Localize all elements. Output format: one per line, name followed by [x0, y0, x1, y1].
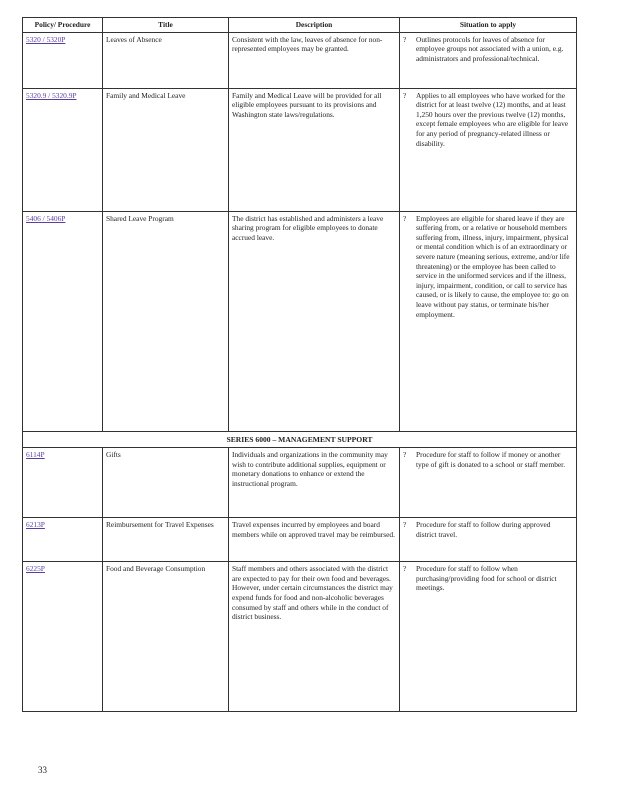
description-cell: Staff members and others associated with the district are expected to pay for their own food and beverages. However, under certain circumstances the district may expend funds for food and non-alcoholic beverages consumed by staff and others while in the conduct of district business.: [229, 562, 400, 712]
situation-text: Procedure for staff to follow if money or another type of gift is donated to a school or staff member.: [416, 450, 566, 469]
policy-cell: [23, 562, 103, 712]
policy-cell: [23, 518, 103, 562]
header-situation: Situation to apply: [400, 18, 577, 33]
title-cell: Food and Beverage Consumption: [103, 562, 229, 712]
policy-link[interactable]: 5406 / 5406P: [26, 213, 66, 223]
policy-cell: [23, 32, 103, 88]
situation-text: Outlines protocols for leaves of absence for employee groups not associated with a union, e.g. administrators and professional/technical.: [416, 34, 564, 63]
policy-cell: [23, 211, 103, 431]
bullet-mark: ?: [403, 450, 407, 460]
description-cell: Individuals and organizations in the community may wish to contribute additional supplies, equipment or monetary donations to enhance or extend the instructional program.: [229, 448, 400, 518]
description-cell: Travel expenses incurred by employees and board members while on approved travel may be reimbursed.: [229, 518, 400, 562]
policy-cell: [23, 448, 103, 518]
situation-text: Procedure for staff to follow when purchasing/providing food for school or district meetings.: [416, 564, 557, 593]
situation-cell: [400, 211, 577, 431]
title-cell: Leaves of Absence: [103, 32, 229, 88]
situation-cell: [400, 448, 577, 518]
situation-cell: [400, 88, 577, 211]
table-body-series-5000: [23, 32, 577, 431]
situation-text: Procedure for staff to follow during approved district travel.: [416, 520, 551, 539]
title-cell: Gifts: [103, 448, 229, 518]
policy-link[interactable]: 5320.9 / 5320.9P: [26, 90, 77, 100]
title-cell: Reimbursement for Travel Expenses: [103, 518, 229, 562]
title-cell: Family and Medical Leave: [103, 88, 229, 211]
description-cell: The district has established and administers a leave sharing program for eligible employees to donate accrued leave.: [229, 211, 400, 431]
situation-cell: [400, 562, 577, 712]
description-cell: Family and Medical Leave will be provided for all eligible employees pursuant to its provisions and Washington state laws/regulations.: [229, 88, 400, 211]
series-row: [23, 431, 577, 448]
table-header-row: [23, 18, 577, 33]
title-cell: Shared Leave Program: [103, 211, 229, 431]
description-cell: Consistent with the law, leaves of absence for non-represented employees may be granted.: [229, 32, 400, 88]
policy-table: [22, 17, 577, 712]
policy-cell: [23, 88, 103, 211]
bullet-mark: ?: [403, 34, 407, 44]
policy-link[interactable]: 6213P: [26, 520, 45, 530]
situation-text: Employees are eligible for shared leave if they are suffering from, or a relative or household members suffering from, illness, injury, impairment, physical or mental condition which is of an extraordinary or severe nature (meaning serious, extreme, and/or life threatening) or the employee has been called to service in the uniformed services and if the illness, injury, impairment, condition, or call to service has caused, or is likely to cause, the employee to: go on leave without pay status, or terminate his/her employment.: [416, 213, 570, 319]
header-policy: Policy/ Procedure: [23, 18, 103, 33]
table-row: [23, 448, 577, 518]
table-row: [23, 88, 577, 211]
header-title: Title: [103, 18, 229, 33]
table-row: [23, 211, 577, 431]
series-heading: SERIES 6000 – MANAGEMENT SUPPORT: [23, 431, 577, 448]
table-row: [23, 562, 577, 712]
bullet-mark: ?: [403, 520, 407, 530]
bullet-mark: ?: [403, 564, 407, 574]
policy-link[interactable]: 6114P: [26, 450, 45, 460]
header-description: Description: [229, 18, 400, 33]
situation-cell: [400, 518, 577, 562]
situation-text: Applies to all employees who have worked for the district for at least twelve (12) months, and at least 1,250 hours over the previous twelve (12) months, except female employees who are eligible for leave for any period of pregnancy-related illness or disability.: [416, 90, 569, 148]
page-number: 33: [38, 765, 47, 775]
table-body-series-6000: [23, 448, 577, 712]
policy-link[interactable]: 5320 / 5320P: [26, 34, 66, 44]
table-row: [23, 32, 577, 88]
policy-link[interactable]: 6225P: [26, 564, 45, 574]
bullet-mark: ?: [403, 213, 407, 223]
bullet-mark: ?: [403, 90, 407, 100]
situation-cell: [400, 32, 577, 88]
table-row: [23, 518, 577, 562]
